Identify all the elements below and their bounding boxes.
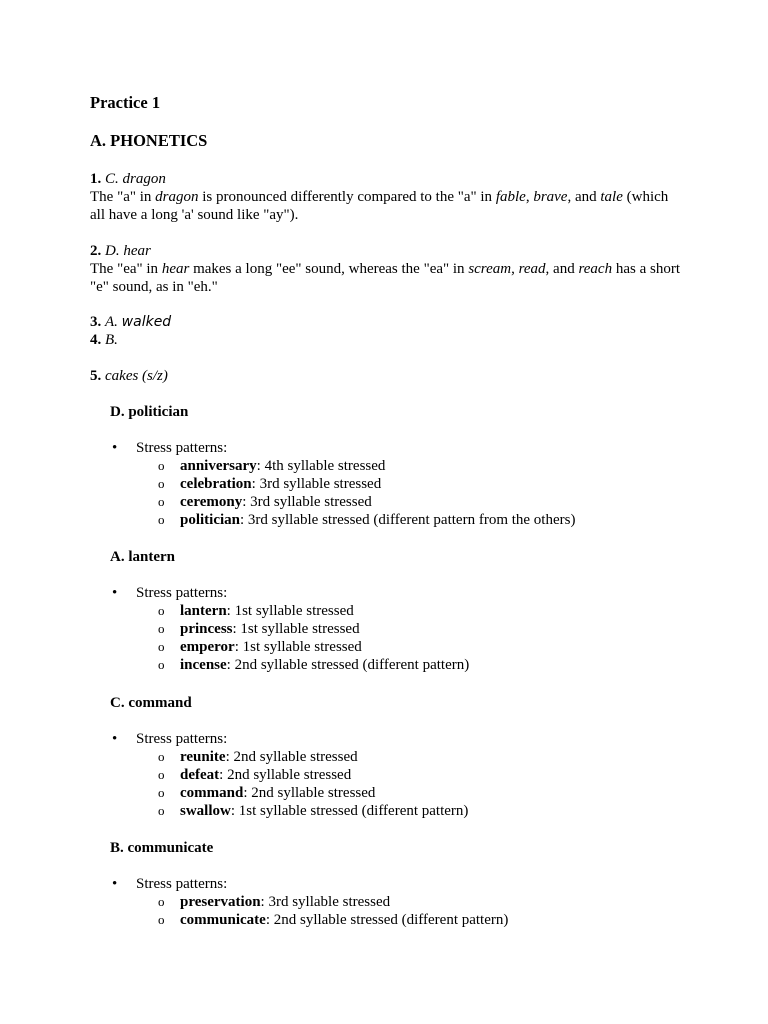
group-heading: D. politician — [110, 404, 189, 420]
page-title: Practice 1 — [90, 93, 161, 112]
question-number: 3. — [90, 314, 102, 330]
group-heading: B. communicate — [110, 840, 214, 856]
question-number: 4. — [90, 332, 102, 348]
bullet-icon: • — [112, 585, 118, 601]
question-5-answer — [90, 367, 168, 385]
question-1-answer — [90, 170, 166, 188]
circle-bullet-icon: o — [158, 494, 165, 509]
circle-bullet-icon: o — [158, 657, 165, 672]
answer-text: C. dragon — [105, 171, 166, 187]
circle-bullet-icon: o — [158, 621, 165, 636]
question-number: 2. — [90, 243, 102, 259]
group-heading: A. lantern — [110, 549, 175, 565]
circle-bullet-icon: o — [158, 603, 165, 618]
circle-bullet-icon: o — [158, 803, 165, 818]
circle-bullet-icon: o — [158, 767, 165, 782]
bullet-icon: • — [112, 440, 118, 456]
question-1-explanation: The "a" in dragon is pronounced differently compared to the "a" in fable, brave, and tale (which all have a long 'a' sound like "ay"). — [90, 189, 669, 223]
answer-word: walked — [121, 314, 172, 330]
question-number: 1. — [90, 171, 102, 187]
section-heading: A. PHONETICS — [90, 131, 208, 150]
question-number: 5. — [90, 368, 102, 384]
answer-text: B. — [105, 332, 118, 348]
answer-text: D. hear — [105, 243, 151, 259]
answer-text: cakes (s/z) — [105, 368, 168, 384]
question-2-explanation: The "ea" in hear makes a long "ee" sound, whereas the "ea" in scream, read, and reach has a short "e" sound, as in "eh." — [90, 261, 680, 295]
circle-bullet-icon: o — [158, 458, 165, 473]
bullet-icon: • — [112, 876, 118, 892]
circle-bullet-icon: o — [158, 785, 165, 800]
circle-bullet-icon: o — [158, 512, 165, 527]
circle-bullet-icon: o — [158, 749, 165, 764]
question-3-answer: 3. A. walked — [90, 314, 172, 330]
circle-bullet-icon: o — [158, 894, 165, 909]
bullet-icon: • — [112, 731, 118, 747]
circle-bullet-icon: o — [158, 912, 165, 927]
circle-bullet-icon: o — [158, 639, 165, 654]
question-2-answer — [90, 242, 151, 260]
circle-bullet-icon: o — [158, 476, 165, 491]
group-heading: C. command — [110, 695, 192, 711]
question-4-answer — [90, 331, 118, 349]
